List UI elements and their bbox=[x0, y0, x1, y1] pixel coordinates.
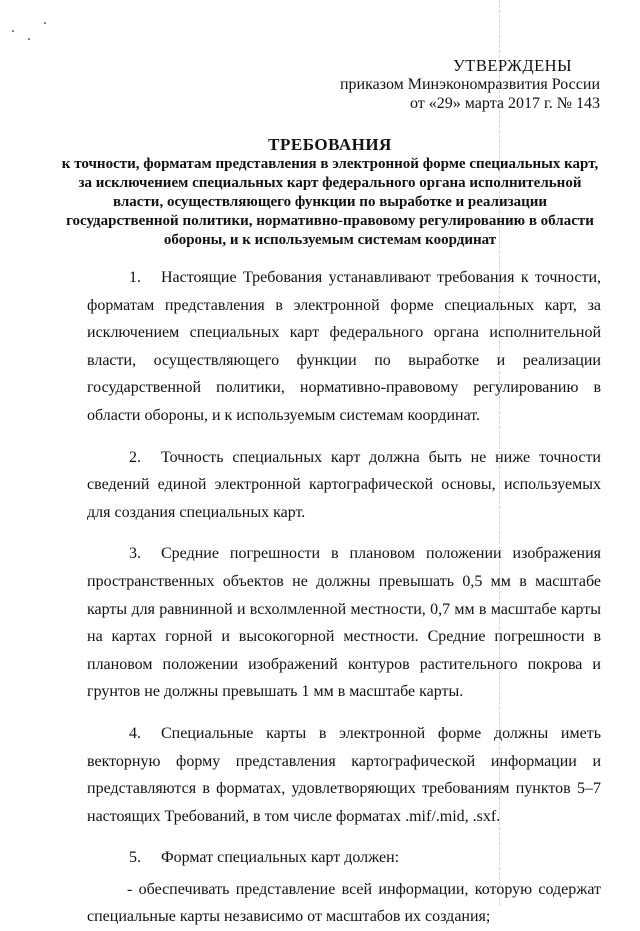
approval-heading: УТВЕРЖДЕНЫ bbox=[453, 56, 572, 75]
scan-speck bbox=[12, 30, 14, 32]
document-body bbox=[87, 264, 601, 931]
paragraph-text: Средние погрешности в плановом положении изображения пространственных объектов не должны превышать 0,5 мм в масштабе карты для равнинной и всхолмленной местности, 0,7 мм в масштабе карты на картах горной и высокогорной местности. Средние погрешности в плановом положении изображений контуров растительного покрова и грунтов не должны превышать 1 мм в масштабе карты. bbox=[87, 545, 601, 701]
paragraph-number: 3. bbox=[129, 545, 141, 563]
paragraph-5 bbox=[87, 844, 601, 872]
paragraph-4 bbox=[87, 720, 601, 830]
paragraph-text: Формат специальных карт должен: bbox=[161, 849, 400, 867]
paragraph-2 bbox=[87, 444, 601, 527]
document-title-block bbox=[60, 135, 600, 250]
paragraph-number: 4. bbox=[129, 724, 141, 742]
paragraph-number: 1. bbox=[129, 269, 141, 286]
list-item: - обеспечивать представление всей информации, которую содержат специальные карты независимо от масштабов их создания; bbox=[87, 880, 601, 926]
scan-speck bbox=[28, 38, 30, 40]
paragraph-text: Специальные карты в электронной форме должны иметь векторную форму представления картографической информации и представляются в форматах, удовлетворяющих требованиям пунктов 5–7 настоящих Требований, в том числе форматах .mif/.mid, .sxf. bbox=[87, 724, 601, 825]
paragraph-number: 2. bbox=[129, 448, 141, 466]
paragraph-3 bbox=[87, 540, 601, 706]
document-subtitle: к точности, форматам представления в электронной форме специальных карт, за исключением специальных карт федерального органа исполнительной власти, осуществляющего функции по выработке и реализации государственной политики, нормативно-правовому регулированию в области обороны, и к используемым системам координат bbox=[61, 156, 599, 248]
document-title: ТРЕБОВАНИЯ bbox=[268, 135, 392, 154]
paragraph-text: Точность специальных карт должна быть не ниже точности сведений единой электронной картографической основы, используемых для создания специальных карт. bbox=[87, 448, 601, 521]
paragraph-1 bbox=[87, 264, 601, 430]
scan-speck bbox=[44, 22, 46, 24]
approval-order-line: приказом Минэкономразвития России bbox=[339, 76, 600, 93]
paragraph-text: Настоящие Требования устанавливают требования к точности, форматам представления в электронной форме специальных карт, за исключением специальных карт федерального органа исполнительной власти, осуществляющего функции по выработке и реализации государственной политики, нормативно-правовому регулированию в области обороны, и к используемым системам координат. bbox=[87, 269, 601, 424]
approval-stamp bbox=[340, 56, 600, 113]
approval-date-line: от «29» марта 2017 г. № 143 bbox=[410, 95, 600, 112]
paragraph-number: 5. bbox=[129, 849, 141, 867]
